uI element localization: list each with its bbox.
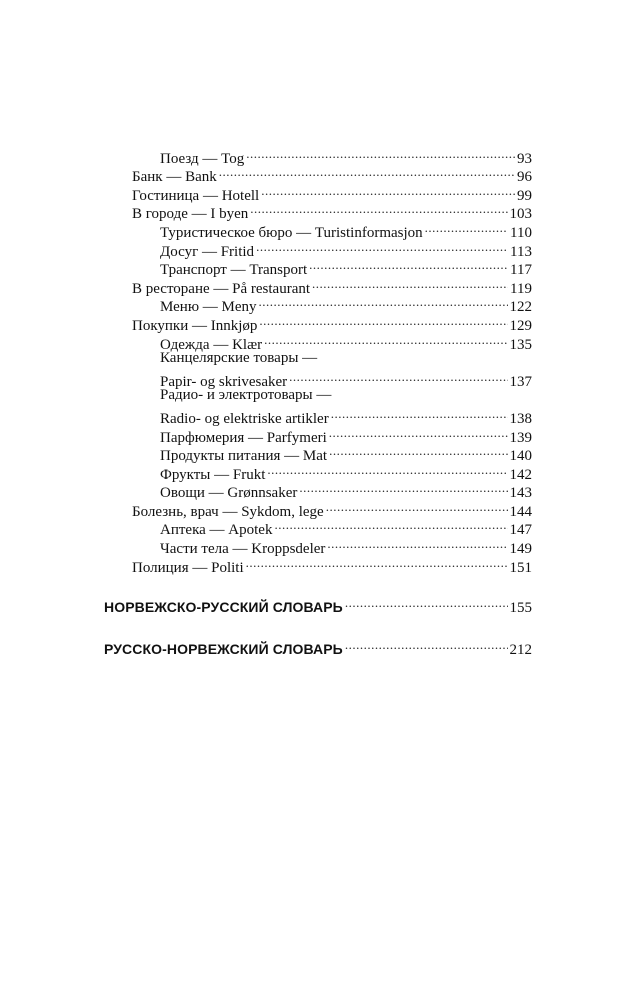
toc-page-number: 137 bbox=[509, 373, 532, 390]
toc-page-number: 110 bbox=[510, 224, 532, 241]
toc-page-number: 117 bbox=[510, 262, 532, 279]
dot-leader bbox=[267, 460, 507, 479]
dot-leader bbox=[250, 200, 507, 219]
toc-entry-label: Досуг — Fritid bbox=[160, 243, 255, 260]
toc-entry-stationery-title: Канцелярские товары — bbox=[160, 349, 318, 366]
dot-leader bbox=[256, 237, 508, 256]
toc-entry-label: Аптека — Apotek bbox=[160, 522, 273, 539]
dot-leader bbox=[219, 163, 515, 182]
toc-entry-label: Болезнь, врач — Sykdom, lege bbox=[132, 503, 324, 520]
toc-page-number: 144 bbox=[509, 503, 532, 520]
toc-entry-label: Покупки — Innkjøp bbox=[132, 317, 258, 334]
toc-entry-label: Части тела — Kroppsdeler bbox=[160, 541, 326, 558]
dot-leader bbox=[329, 442, 507, 461]
toc-entry-norwegian-russian-dictionary[interactable] bbox=[104, 592, 532, 618]
table-of-contents bbox=[104, 144, 532, 660]
toc-page-number: 147 bbox=[509, 522, 532, 539]
toc-entry-label: Papir- og skrivesaker bbox=[160, 373, 288, 390]
toc-page-number: 96 bbox=[517, 169, 532, 186]
toc-entry-label: Туристическое бюро — Turistinformasjon bbox=[160, 224, 423, 241]
dot-leader bbox=[289, 367, 507, 386]
toc-entry-label: Полиция — Politi bbox=[132, 559, 244, 576]
toc-entry-label: Radio- og elektriske artikler bbox=[160, 410, 329, 427]
dot-leader bbox=[264, 330, 507, 349]
toc-entry-label: Продукты питания — Mat bbox=[160, 448, 328, 465]
toc-entry-label: РУССКО-НОРВЕЖСКИЙ СЛОВАРЬ bbox=[104, 640, 343, 657]
toc-entry-label: Одежда — Klær bbox=[160, 336, 263, 353]
dot-leader bbox=[326, 497, 508, 516]
toc-entry-label: Меню — Meny bbox=[160, 299, 257, 316]
toc-entry-label: В городе — I byen bbox=[132, 206, 249, 223]
dot-leader bbox=[345, 634, 508, 654]
toc-page-number: 135 bbox=[509, 336, 532, 353]
toc-entry-train[interactable] bbox=[104, 144, 532, 167]
toc-page-number: 142 bbox=[509, 466, 532, 483]
toc-entry-russian-norwegian-dictionary[interactable] bbox=[104, 634, 532, 660]
toc-entry-label: Овощи — Grønnsaker bbox=[160, 485, 298, 502]
toc-entry-label: Поезд — Tog bbox=[160, 150, 245, 167]
dot-leader bbox=[425, 218, 508, 237]
dot-leader bbox=[345, 592, 508, 612]
dot-leader bbox=[327, 534, 507, 553]
toc-entry-label: Банк — Bank bbox=[132, 169, 217, 186]
toc-page-number: 149 bbox=[509, 541, 532, 558]
dot-leader bbox=[261, 181, 515, 200]
toc-page-number: 212 bbox=[509, 641, 532, 658]
dot-leader bbox=[309, 256, 508, 275]
toc-entry-label: Парфюмерия — Parfymeri bbox=[160, 429, 327, 446]
toc-entry-label: В ресторане — På restaurant bbox=[132, 280, 311, 297]
toc-page-number: 151 bbox=[509, 559, 532, 576]
toc-page-number: 140 bbox=[509, 448, 532, 465]
toc-page-number: 139 bbox=[509, 429, 532, 446]
toc-entry-electronics-title: Радио- и электротовары — bbox=[160, 386, 332, 403]
toc-page-number: 129 bbox=[509, 317, 532, 334]
toc-entry-label: Гостиница — Hotell bbox=[132, 187, 260, 204]
toc-entry-label: НОРВЕЖСКО-РУССКИЙ СЛОВАРЬ bbox=[104, 598, 343, 615]
toc-page-number: 138 bbox=[509, 410, 532, 427]
toc-page-number: 119 bbox=[510, 280, 532, 297]
toc-entry-electronics[interactable] bbox=[104, 404, 532, 427]
toc-page-number: 93 bbox=[517, 150, 532, 167]
toc-page-number: 113 bbox=[510, 243, 532, 260]
toc-entry-stationery[interactable] bbox=[104, 367, 532, 390]
dot-leader bbox=[259, 311, 507, 330]
dot-leader bbox=[299, 479, 507, 498]
toc-page-number: 103 bbox=[509, 206, 532, 223]
toc-page-number: 155 bbox=[509, 599, 532, 616]
dot-leader bbox=[312, 274, 508, 293]
toc-page-number: 122 bbox=[509, 299, 532, 316]
dot-leader bbox=[246, 144, 515, 163]
dot-leader bbox=[259, 293, 508, 312]
dot-leader bbox=[274, 516, 507, 535]
toc-page-number: 143 bbox=[509, 485, 532, 502]
toc-entry-label: Транспорт — Transport bbox=[160, 262, 308, 279]
toc-page-number: 99 bbox=[517, 187, 532, 204]
toc-entry-label: Фрукты — Frukt bbox=[160, 466, 266, 483]
dot-leader bbox=[246, 553, 508, 572]
dot-leader bbox=[331, 404, 508, 423]
dot-leader bbox=[329, 423, 508, 442]
